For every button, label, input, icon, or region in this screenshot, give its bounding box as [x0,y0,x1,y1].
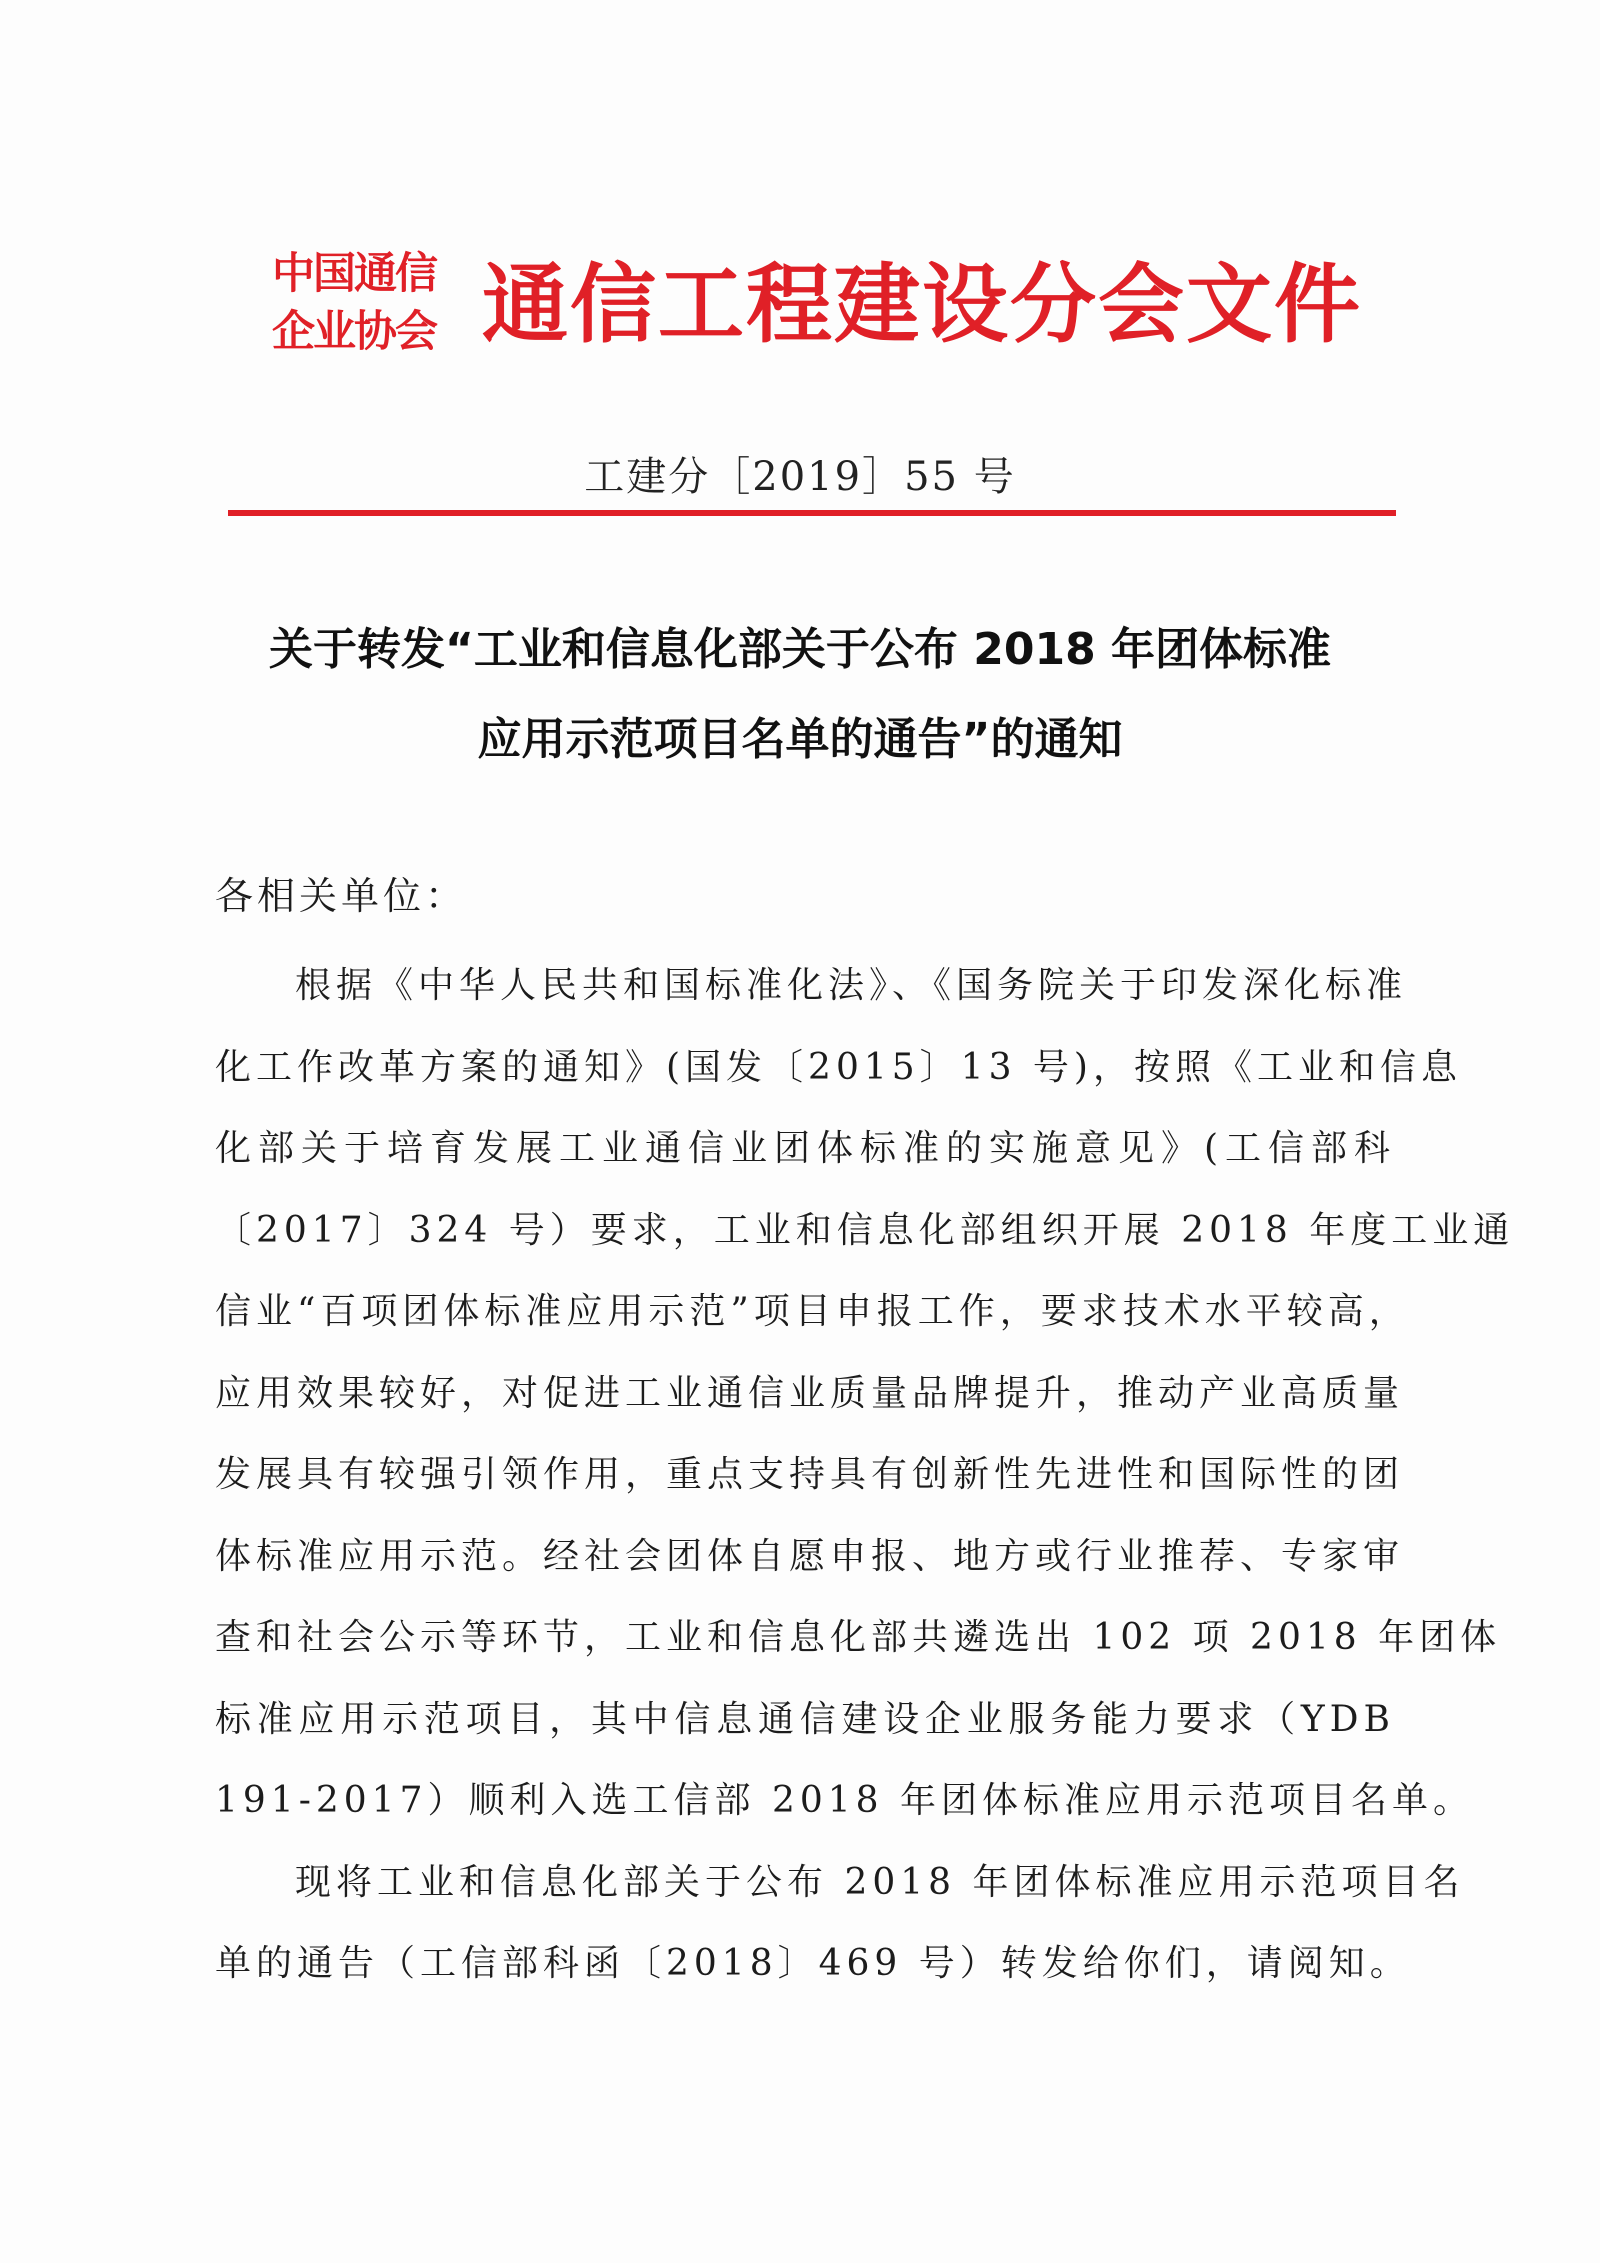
paragraph-line: 发展具有较强引领作用，重点支持具有创新性先进性和国际性的团 [215,1454,1405,1495]
document-type-title: 通信工程建设分会文件 [482,255,1362,355]
salutation: 各相关单位： [215,874,468,918]
red-divider-line [228,510,1396,516]
paragraph-line: 单的通告（工信部科函〔2018〕469 号）转发给你们，请阅知。 [215,1943,1411,1984]
paragraph-2 [215,1842,1465,2005]
paragraph-line: 体标准应用示范。经社会团体自愿申报、地方或行业推荐、专家审 [215,1535,1405,1577]
paragraph-line: 化工作改革方案的通知》(国发〔2015〕13 号)，按照《工业和信息 [215,1046,1462,1088]
org-name-line-1: 中国通信 [272,249,436,299]
notice-title-line-1: 关于转发“工业和信息化部关于公布 2018 年团体标准 [268,624,1331,675]
org-name-line-2: 企业协会 [272,307,436,357]
paragraph-line: 191-2017）顺利入选工信部 2018 年团体标准应用示范项目名单。 [215,1780,1474,1821]
document-number: 工建分［2019］55 号 [584,454,1016,500]
paragraph-line: 现将工业和信息化部关于公布 2018 年团体标准应用示范项目名 [295,1861,1465,1903]
paragraph-line: 标准应用示范项目，其中信息通信建设企业服务能力要求（YDB [215,1698,1395,1740]
paragraph-line: 应用效果较好，对促进工业通信业质量品牌提升，推动产业高质量 [215,1372,1405,1414]
paragraph-line: 信业“百项团体标准应用示范”项目申报工作，要求技术水平较高， [215,1291,1410,1332]
paragraph-line: 根据《中华人民共和国标准化法》、《国务院关于印发深化标准 [295,965,1408,1006]
paragraph-line: 〔2017〕324 号）要求，工业和信息化部组织开展 2018 年度工业通 [215,1209,1515,1251]
paragraph-1 [215,945,1515,1842]
notice-title [200,605,1400,785]
letterhead [272,235,1372,365]
notice-title-line-2: 应用示范项目名单的通告”的通知 [477,714,1123,765]
paragraph-line: 化部关于培育发展工业通信业团体标准的实施意见》(工信部科 [215,1128,1395,1169]
issuing-organization [272,245,462,361]
paragraph-line: 查和社会公示等环节，工业和信息化部共遴选出 102 项 2018 年团体 [215,1617,1502,1658]
body-text [215,945,1515,2005]
